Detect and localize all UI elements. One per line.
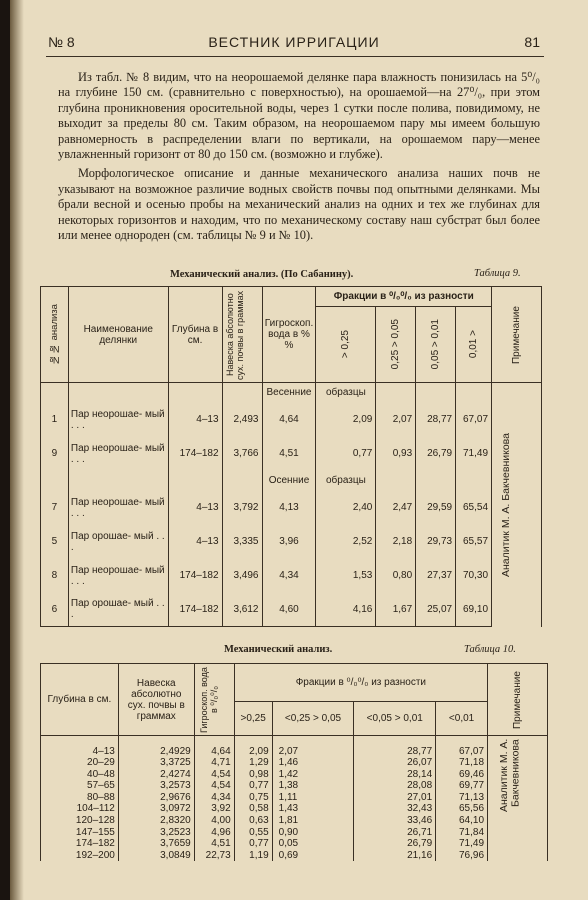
section-spring bbox=[41, 383, 542, 403]
table-row: 174–182 3,7659 4,51 0,77 0,05 26,79 71,49 bbox=[41, 838, 548, 850]
table-row: 147–155 3,2523 4,96 0,55 0,90 26,71 71,84 bbox=[41, 827, 548, 839]
col-f2: <0,25 > 0,05 bbox=[272, 702, 354, 736]
paragraph: Из табл. № 8 видим, что на неорошаемой делянке пара влажность понизилась на 5⁰/₀ на глубине 150 см. (сравнительно с поверхностью), на орошаемой—на 27⁰/₀, при этом глубина проникновения оросительной воды, через 1 сутки после полива, повидимому, не выходит за пределы 80 см. Таким образом, на неорошаемом пару мы имеем большую равномерность в распределении влаги по вертикали, на орошаемом пару—менее увлажненный горизонт от 80 до 150 см. (возможно и глубже). bbox=[58, 70, 540, 162]
table-row: 57–65 3,2573 4,54 0,77 1,38 28,08 69,77 bbox=[41, 780, 548, 792]
section-autumn bbox=[41, 471, 542, 491]
table-9 bbox=[40, 286, 542, 627]
col-sample: Навеска абсолютно сух. почвы в граммах bbox=[118, 664, 194, 736]
table-row: 8 Пар неорошае- мый . . . 174–182 3,496 4,34 1,53 0,80 27,37 70,30 bbox=[41, 559, 542, 593]
table10-label: Таблица 10. bbox=[464, 644, 516, 655]
journal-title: ВЕСТНИК ИРРИГАЦИИ bbox=[208, 34, 380, 50]
table9-label: Таблица 9. bbox=[474, 268, 521, 279]
col-hygro: Гигроскоп. вода в ⁰/₀⁰/₀ bbox=[199, 666, 220, 733]
col-depth: Глубина в см. bbox=[41, 664, 119, 736]
col-note: Примечание bbox=[511, 305, 523, 364]
col-f4: <0,01 bbox=[436, 702, 488, 736]
col-note: Примечание bbox=[512, 670, 524, 729]
autumn-label-2: образцы bbox=[316, 471, 376, 491]
table-row: 5 Пар орошае- мый . . . 4–13 3,335 3,96 2,52 2,18 29,73 65,57 bbox=[41, 525, 542, 559]
col-f1: > 0,25 bbox=[340, 330, 352, 359]
autumn-label: Осенние bbox=[262, 471, 316, 491]
header-rule bbox=[46, 56, 544, 57]
table-row: 6 Пар орошае- мый . . . 174–182 3,612 4,60 4,16 1,67 25,07 69,10 bbox=[41, 593, 542, 627]
table-row: 120–128 2,8320 4,00 0,63 1,81 33,46 64,10 bbox=[41, 815, 548, 827]
body-text bbox=[58, 70, 540, 247]
table-row: 80–88 2,9676 4,34 0,75 1,11 27,01 71,13 bbox=[41, 792, 548, 804]
col-fractions: Фракции в ⁰/₀⁰/₀ из разности bbox=[234, 664, 487, 702]
table-row: 40–48 2,4274 4,54 0,98 1,42 28,14 69,46 bbox=[41, 769, 548, 781]
table10-note: Аналитик М. А. Бакчевникова bbox=[498, 738, 522, 813]
col-hygro: Гигроскоп. вода в % % bbox=[262, 287, 316, 383]
col-f3: <0,05 > 0,01 bbox=[354, 702, 436, 736]
table10-caption: Механический анализ. bbox=[224, 644, 333, 655]
col-fractions: Фракции в ⁰/₀⁰/₀ из разности bbox=[316, 287, 492, 307]
col-sample: Навеска абсолютно сух. почвы в граммах bbox=[225, 289, 245, 380]
table-row: 1 Пар неорошае- мый . . . 4–13 2,493 4,64 2,09 2,07 28,77 67,07 bbox=[41, 403, 542, 437]
col-depth: Глубина в см. bbox=[168, 287, 222, 383]
col-f2: 0,25 > 0,05 bbox=[390, 319, 402, 370]
table9-note: Аналитик М. А. Бакчевникова bbox=[499, 432, 512, 577]
spring-label-2: образцы bbox=[316, 383, 376, 403]
table9-caption: Механический анализ. (По Сабанину). bbox=[170, 269, 354, 280]
col-no: №№ анализа bbox=[48, 304, 60, 365]
table-row: 20–29 3,3725 4,71 1,29 1,46 26,07 71,18 bbox=[41, 757, 548, 769]
table-row: 9 Пар неорошае- мый . . . 174–182 3,766 4,51 0,77 0,93 26,79 71,49 bbox=[41, 437, 542, 471]
binding-shadow bbox=[10, 0, 24, 900]
table-10 bbox=[40, 663, 548, 861]
col-f4: 0,01 > bbox=[468, 330, 480, 359]
col-name: Наименование делянки bbox=[68, 287, 168, 383]
table-row: 4–13 2,4929 4,64 2,09 2,07 28,77 67,07 bbox=[41, 746, 548, 758]
page-number: 81 bbox=[524, 34, 540, 50]
table-row: 192–200 3,0849 22,73 1,19 0,69 21,16 76,96 bbox=[41, 850, 548, 862]
paragraph: Морфологическое описание и данные механического анализа наших почв не указывают на возможное различие водных свойств почвы под опытными делянками. Мы брали весной и осенью пробы на механический анализ на одних и тех же глубинах для некоторых горизонтов и находим, что по механическому составу наш субстрат был более или менее однороден (см. таблицы № 9 и № 10). bbox=[58, 166, 540, 243]
issue-number: № 8 bbox=[48, 34, 75, 50]
col-f3: 0,05 > 0,01 bbox=[430, 319, 442, 370]
col-f1: >0,25 bbox=[234, 702, 272, 736]
running-header bbox=[48, 34, 540, 54]
spring-label: Весенние bbox=[262, 383, 316, 403]
journal-page bbox=[10, 0, 588, 900]
table-row: 7 Пар неорошае- мый . . . 4–13 3,792 4,13 2,40 2,47 29,59 65,54 bbox=[41, 491, 542, 525]
table-row: 104–112 3,0972 3,92 0,58 1,43 32,43 65,56 bbox=[41, 803, 548, 815]
